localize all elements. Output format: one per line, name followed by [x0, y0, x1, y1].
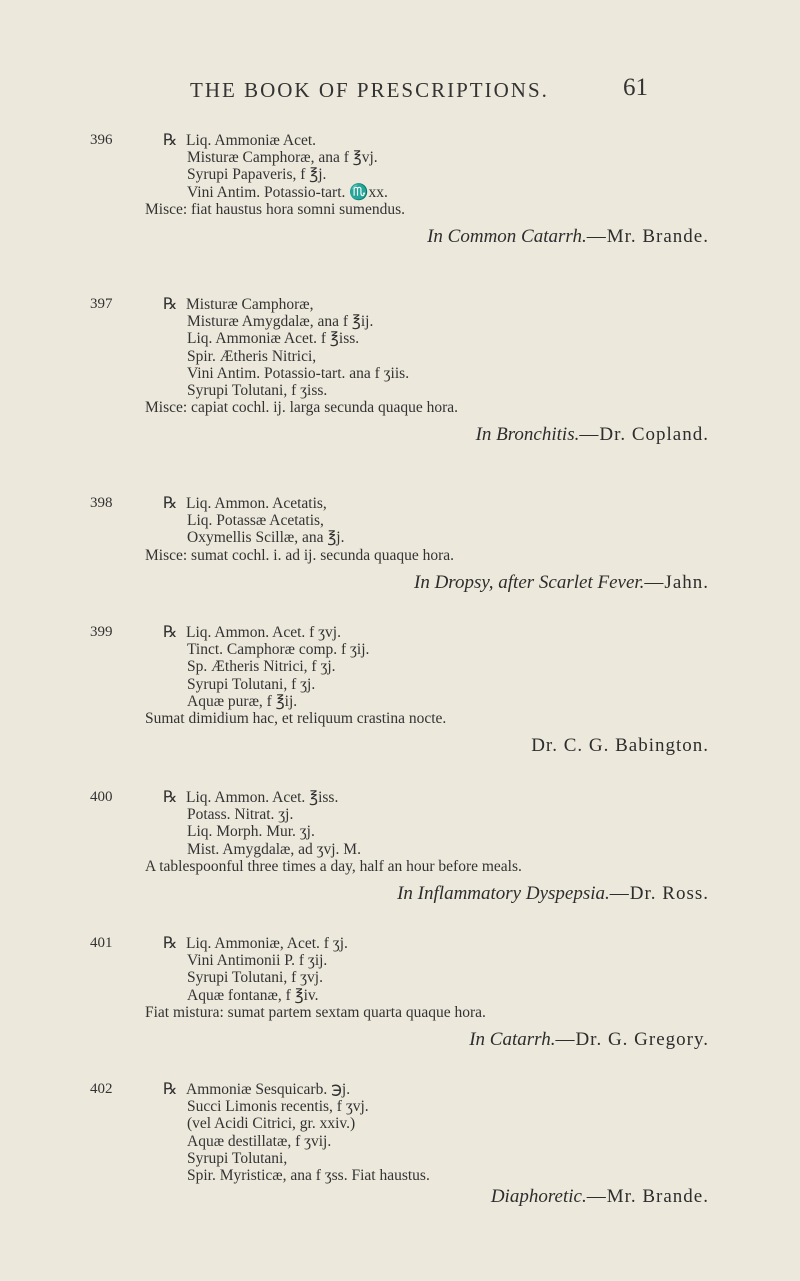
attribution-author: —Dr. Copland. — [579, 424, 709, 446]
recipe-line: ℞ Liq. Ammoniæ Acet. — [163, 132, 317, 149]
recipe-line: ℞ Misturæ Camphoræ, — [163, 296, 314, 313]
prescription-number: 402 — [90, 1081, 113, 1097]
attribution-title: In Dropsy, after Scarlet Fever. — [414, 571, 645, 593]
attribution-title: In Bronchitis. — [475, 424, 580, 446]
recipe-line: Potass. Nitrat. ʒj. — [187, 806, 294, 824]
attribution — [0, 572, 800, 594]
attribution-author: —Jahn. — [644, 571, 709, 593]
recipe-line: Syrupi Tolutani, f ʒj. — [187, 675, 316, 693]
recipe-line: Succi Limonis recentis, f ʒvj. — [187, 1098, 369, 1116]
rx-icon: ℞ — [163, 1081, 178, 1098]
attribution-title: In Common Catarrh. — [427, 226, 587, 248]
recipe-line: ℞ Liq. Ammoniæ, Acet. f ʒj. — [163, 935, 348, 952]
prescription-400 — [0, 789, 800, 905]
recipe-line: ℞ Liq. Ammon. Acetatis, — [163, 495, 327, 512]
direction-line: Sumat dimidium hac, et reliquum crastina nocte. — [145, 710, 447, 728]
prescription-399 — [0, 624, 800, 757]
recipe-line: Liq. Potassæ Acetatis, — [187, 512, 324, 530]
attribution-title: In Catarrh. — [469, 1029, 556, 1051]
rx-icon: ℞ — [163, 495, 178, 512]
recipe-line: ℞ Liq. Ammon. Acet. ℥iss. — [163, 789, 339, 806]
recipe-line: Spir. Myristicæ, ana f ʒss. Fiat haustus. — [187, 1167, 430, 1185]
attribution-author: —Mr. Brande. — [586, 1186, 709, 1208]
recipe-line: Misturæ Amygdalæ, ana f ℥ij. — [187, 313, 374, 331]
attribution — [0, 424, 800, 446]
recipe-line: Aquæ fontanæ, f ℥iv. — [187, 986, 319, 1004]
rx-icon: ℞ — [163, 132, 178, 149]
direction-line: Fiat mistura: sumat partem sextam quarta quaque hora. — [145, 1003, 486, 1021]
prescription-number: 398 — [90, 495, 113, 511]
recipe-line: Syrupi Papaveris, f ℥j. — [187, 166, 327, 184]
recipe-line: Mist. Amygdalæ, ad ʒvj. M. — [187, 840, 361, 858]
prescription-number: 399 — [90, 624, 113, 640]
recipe-line: Oxymellis Scillæ, ana ℥j. — [187, 529, 345, 547]
prescription-number: 396 — [90, 132, 113, 148]
recipe-line: Vini Antim. Potassio-tart. ana f ʒiis. — [187, 364, 410, 382]
prescription-number: 401 — [90, 935, 113, 951]
attribution-author: —Dr. G. Gregory. — [555, 1029, 709, 1051]
prescription-402 — [0, 1081, 800, 1208]
attribution-author: —Dr. Ross. — [609, 883, 709, 905]
recipe-line: ℞ Liq. Ammon. Acet. f ʒvj. — [163, 624, 341, 641]
recipe-line: Liq. Ammoniæ Acet. f ℥iss. — [187, 330, 360, 348]
prescription-401 — [0, 935, 800, 1051]
attribution — [0, 1029, 800, 1051]
recipe-line: Aquæ destillatæ, f ʒvij. — [187, 1132, 332, 1150]
recipe-line: (vel Acidi Citrici, gr. xxiv.) — [187, 1115, 356, 1133]
rx-icon: ℞ — [163, 296, 178, 313]
recipe-line: ℞ Ammoniæ Sesquicarb. ℈j. — [163, 1081, 351, 1098]
attribution-title: Diaphoretic. — [490, 1186, 587, 1208]
rx-icon: ℞ — [163, 935, 178, 952]
page-number: 61 — [623, 74, 648, 101]
page-header — [0, 72, 800, 102]
direction-line: A tablespoonful three times a day, half an hour before meals. — [145, 857, 522, 875]
attribution — [0, 735, 800, 757]
prescription-398 — [0, 495, 800, 594]
attribution-author: —Mr. Brande. — [586, 226, 709, 248]
recipe-line: Tinct. Camphoræ comp. f ʒij. — [187, 641, 370, 659]
recipe-line: Misturæ Camphoræ, ana f ℥vj. — [187, 149, 378, 167]
recipe-line: Syrupi Tolutani, — [187, 1149, 288, 1167]
recipe-line: Syrupi Tolutani, f ʒiss. — [187, 382, 328, 400]
recipe-line: Liq. Morph. Mur. ʒj. — [187, 823, 315, 841]
attribution-title: In Inflammatory Dyspepsia. — [397, 883, 610, 905]
attribution — [0, 883, 800, 905]
prescription-396 — [0, 132, 800, 248]
rx-icon: ℞ — [163, 789, 178, 806]
attribution-author: Dr. C. G. Babington. — [531, 735, 709, 757]
recipe-line: Syrupi Tolutani, f ʒvj. — [187, 969, 323, 987]
prescription-number: 400 — [90, 789, 113, 805]
attribution — [0, 1186, 800, 1208]
recipe-line: Vini Antim. Potassio-tart. ♏xx. — [187, 183, 388, 201]
direction-line: Misce: fiat haustus hora somni sumendus. — [145, 200, 406, 218]
recipe-line: Sp. Ætheris Nitrici, f ʒj. — [187, 658, 336, 676]
running-title: THE BOOK OF PRESCRIPTIONS. — [190, 78, 549, 102]
recipe-line: Spir. Ætheris Nitrici, — [187, 347, 317, 365]
direction-line: Misce: capiat cochl. ij. larga secunda quaque hora. — [145, 399, 459, 417]
prescription-397 — [0, 296, 800, 446]
prescription-number: 397 — [90, 296, 113, 312]
recipe-line: Aquæ puræ, f ℥ij. — [187, 692, 298, 710]
direction-line: Misce: sumat cochl. i. ad ij. secunda quaque hora. — [145, 546, 455, 564]
recipe-line: Vini Antimonii P. f ʒij. — [187, 952, 328, 970]
attribution — [0, 226, 800, 248]
rx-icon: ℞ — [163, 624, 178, 641]
